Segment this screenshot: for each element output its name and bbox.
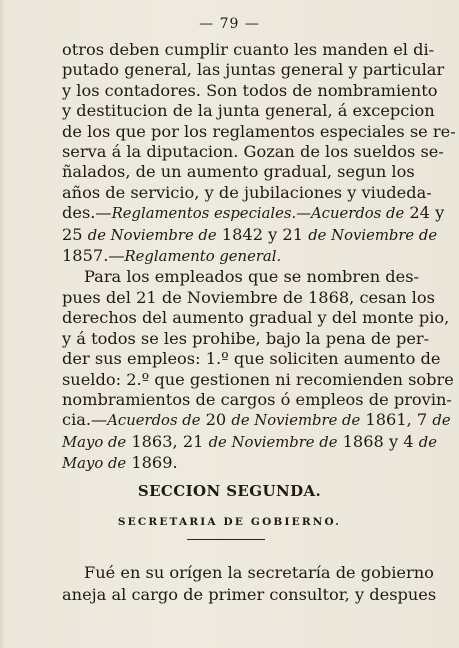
citation-italic: Reglamentos especiales.—Acuerdos de: [111, 205, 405, 223]
text-line: sueldo: 2.º que gestionen ni recomienden sobre: [62, 369, 454, 389]
citation-italic: Reglamento general.: [124, 248, 282, 266]
text-line: [62, 453, 394, 474]
text-line: otros deben cumplir cuanto les manden el di-: [62, 40, 435, 59]
divider-rule: [187, 539, 265, 540]
citation-italic: de Noviembre de: [308, 226, 438, 244]
text-run: 24 y: [404, 203, 445, 223]
text-line: pues del 21 de Noviembre de 1868, cesan los: [62, 287, 435, 307]
citation-italic: de Noviembre de: [87, 226, 217, 244]
text-run: 20: [200, 410, 232, 430]
text-line: derechos del aumento gradual y del monte pio,: [62, 308, 450, 328]
text-line: nombramientos de cargos ó empleos de provin-: [62, 389, 452, 409]
text-run: 1842 y 21: [216, 224, 309, 244]
text-line: y destitucion de la junta general, á excepcion: [62, 101, 435, 121]
page-number: — 79 —: [199, 16, 260, 32]
text-line: [62, 246, 394, 267]
text-line: putado general, las juntas general y particular: [62, 60, 445, 80]
text-line: [62, 410, 451, 431]
text-line: años de servicio, y de jubilaciones y viudeda-: [62, 182, 432, 202]
text-line: ñalados, de un aumento gradual, segun los: [62, 162, 415, 182]
text-line: [62, 224, 438, 246]
text-run: 1869.: [126, 453, 178, 473]
main-text-block: [62, 40, 456, 475]
citation-italic: de: [432, 412, 451, 430]
text-run: des.—: [62, 203, 112, 223]
text-line: der sus empleos: 1.º que soliciten aumento de: [62, 349, 441, 369]
text-line: [62, 431, 437, 453]
text-line: de los que por los reglamentos especiales se re-: [62, 121, 456, 141]
text-run: 1857.—: [62, 246, 125, 266]
citation-italic: de: [418, 433, 437, 451]
section-title: SECCION SEGUNDA.: [137, 482, 322, 500]
citation-italic: Mayo de: [62, 455, 127, 473]
citation-italic: de Noviembre de: [231, 412, 361, 430]
text-run: 1863, 21: [126, 431, 209, 451]
citation-italic: de Noviembre de: [208, 433, 338, 451]
text-line: [62, 203, 445, 224]
subsection-title: SECRETARIA DE GOBIERNO.: [117, 516, 342, 528]
citation-italic: Mayo de: [62, 433, 127, 451]
text-run: 1861, 7: [360, 410, 433, 430]
text-line: serva á la diputacion. Gozan de los sueldos se-: [62, 142, 444, 162]
closing-text-block: [62, 562, 437, 606]
text-run: 1868 y 4: [337, 431, 419, 451]
text-line: y á todos se les prohibe, bajo la pena de per-: [62, 328, 430, 348]
text-line: y los contadores. Son todos de nombramiento: [62, 80, 438, 100]
text-line: aneja al cargo de primer consultor, y despues: [62, 585, 437, 604]
text-run: cia.—: [62, 410, 108, 430]
text-line: Para los empleados que se nombren des-: [84, 267, 420, 287]
text-run: 25: [62, 224, 88, 244]
citation-italic: Acuerdos de: [107, 412, 201, 430]
text-line: Fué en su orígen la secretaría de gobierno: [84, 563, 434, 582]
